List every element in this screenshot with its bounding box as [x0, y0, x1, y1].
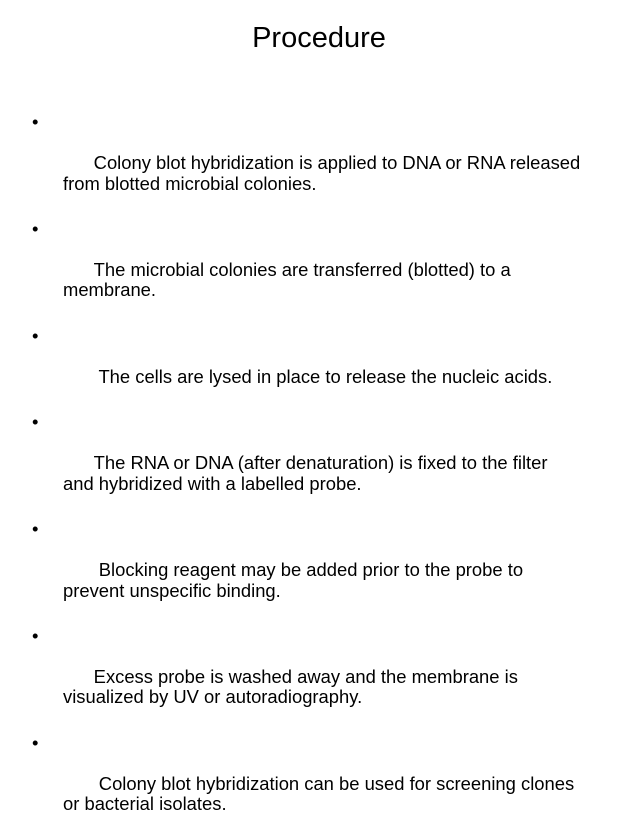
bullet-text: The RNA or DNA (after denaturation) is fixed to the filter and hybridized with a labelled probe.	[63, 452, 548, 494]
bullet-icon: •	[32, 324, 39, 346]
bullet-icon: •	[32, 217, 39, 239]
bullet-text: The microbial colonies are transferred (blotted) to a membrane.	[63, 258, 511, 301]
bullet-icon: •	[32, 624, 39, 646]
bullet-icon: •	[32, 111, 39, 132]
bullet-text: Colony blot hybridization can be used for screening clones or bacterial isolates.	[63, 772, 575, 815]
bullet-text: Blocking reagent may be added prior to the probe to prevent unspecific binding.	[63, 559, 524, 601]
bullet-icon: •	[32, 518, 39, 540]
bullet-item	[32, 519, 612, 622]
bullet-item	[32, 326, 612, 408]
bullet-item	[32, 219, 612, 322]
bullet-icon: •	[32, 411, 39, 433]
bullet-item	[32, 112, 612, 215]
bullet-item	[32, 733, 612, 836]
slide-title: Procedure	[252, 22, 386, 54]
bullet-item	[32, 626, 612, 729]
bullet-item	[32, 412, 612, 515]
bullet-list	[32, 112, 612, 840]
bullet-text: Colony blot hybridization is applied to DNA or RNA released from blotted microbial colonies.	[63, 152, 581, 194]
bullet-text: Excess probe is washed away and the membrane is visualized by UV or autoradiography.	[63, 665, 518, 708]
bullet-icon: •	[32, 731, 39, 753]
bullet-text: The cells are lysed in place to release the nucleic acids.	[93, 365, 553, 387]
